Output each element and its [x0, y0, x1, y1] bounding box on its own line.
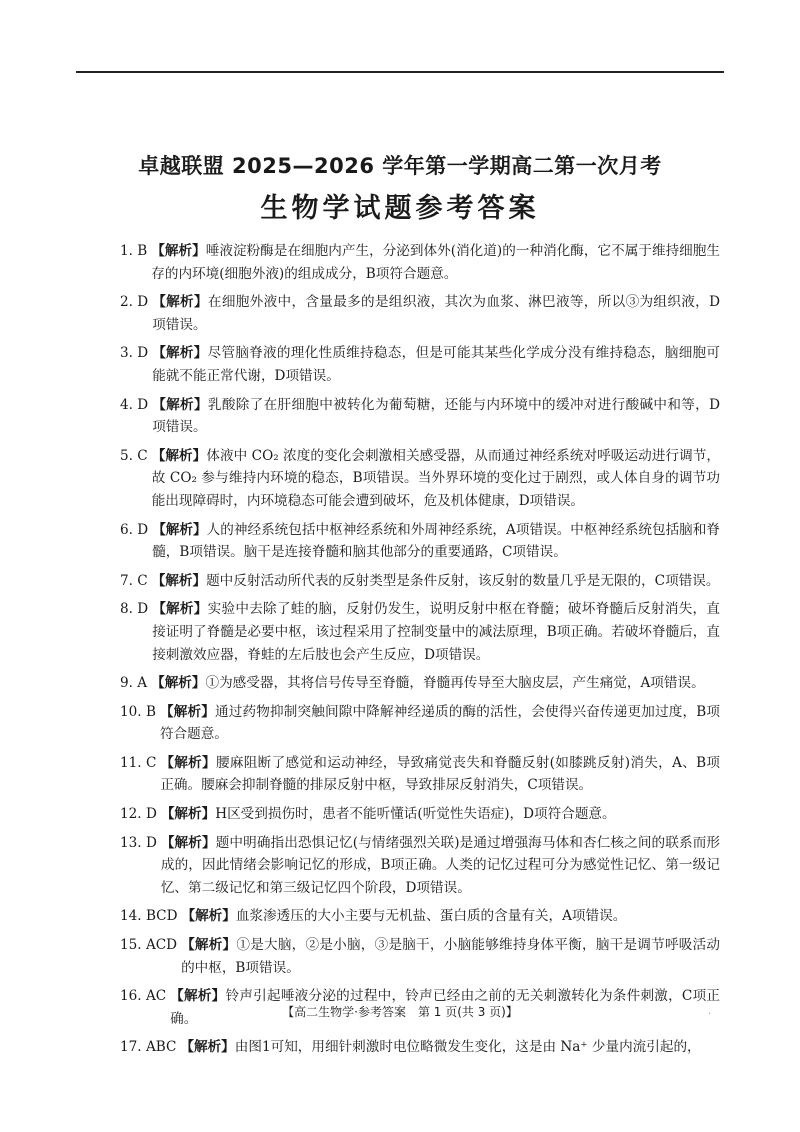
answer-text: 乳酸除了在肝细胞中被转化为葡萄糖，还能与内环境中的缓冲对进行酸碱中和等，D项错误。 — [152, 396, 721, 436]
answer-explanation — [152, 291, 720, 336]
answer-explanation — [152, 394, 720, 439]
answer-text: 题中反射活动所代表的反射类型是条件反射，该反射的数量几乎是无限的，C项错误。 — [206, 572, 720, 589]
answer-explanation — [151, 240, 720, 285]
analysis-tag: 【解析】 — [181, 908, 236, 925]
answer-number: 3. D — [120, 345, 149, 362]
answer-number: 6. D — [120, 521, 149, 538]
answer-explanation — [152, 519, 720, 564]
answer-explanation — [152, 342, 720, 387]
analysis-tag: 【解析】 — [160, 754, 216, 771]
answer-number: 9. A — [120, 675, 148, 692]
answer-item-11 — [120, 752, 720, 797]
page-footer: 【高二生物学·参考答案 第 1 页(共 3 页)】 — [282, 1005, 518, 1019]
analysis-tag: 【解析】 — [151, 447, 207, 464]
answer-number: 8. D — [120, 601, 149, 618]
answer-text: 通过药物抑制突触间隙中降解神经递质的酶的活性，会使得兴奋传递更加过度，B项符合题意。 — [159, 703, 720, 743]
answer-explanation — [160, 752, 720, 797]
analysis-tag: 【解析】 — [152, 345, 208, 362]
answer-number: 12. D — [120, 806, 157, 823]
analysis-tag: 【解析】 — [170, 988, 226, 1005]
answer-item-6 — [120, 519, 720, 564]
analysis-tag: 【解析】 — [152, 294, 208, 311]
answer-number: 13. D — [120, 834, 157, 851]
answer-explanation — [161, 803, 720, 826]
analysis-tag: 【解析】 — [160, 806, 216, 823]
answer-item-12 — [120, 803, 720, 826]
answer-item-3 — [120, 342, 720, 387]
answer-item-13 — [120, 832, 720, 900]
footer-mark: . — [708, 1006, 712, 1017]
answer-text: 血浆渗透压的大小主要与无机盐、蛋白质的含量有关，A项错误。 — [235, 908, 627, 925]
answer-item-15 — [120, 934, 720, 979]
answer-text: 铃声引起唾液分泌的过程中，铃声已经由之前的无关刺激转化为条件刺激，C项正确。 — [170, 988, 720, 1027]
answer-text: 在细胞外液中，含量最多的是组织液，其次为血浆、淋巴液等，所以③为组织液，D项错误。 — [152, 294, 721, 333]
answer-number: 7. C — [120, 572, 148, 589]
answer-number: 11. C — [120, 754, 157, 771]
answer-explanation — [181, 934, 720, 979]
answer-text: 腰麻阻断了感觉和运动神经，导致痛觉丧失和脊髓反射(如膝跳反射)消失，A、B项正确。腰麻会抑制脊髓的排尿反射中枢，导致排尿反射消失，C项错误。 — [160, 754, 721, 794]
document-title: 卓越联盟 2025—2026 学年第一学期高二第一次月考 — [138, 154, 662, 178]
answer-text: ①是大脑，②是小脑，③是脑干，小脑能够维持身体平衡，脑干是调节呼吸活动的中枢，B项错误。 — [181, 937, 721, 976]
answer-explanation — [160, 701, 720, 746]
answer-item-10 — [120, 701, 720, 746]
analysis-tag: 【解析】 — [152, 396, 208, 413]
answer-item-1 — [120, 240, 720, 285]
answer-explanation — [181, 905, 720, 928]
answer-item-4 — [120, 394, 720, 439]
answer-number: 16. AC — [120, 988, 167, 1005]
answer-item-9 — [120, 672, 720, 695]
answer-item-14 — [120, 905, 720, 928]
answer-number: 17. ABC — [120, 1039, 177, 1056]
answer-explanation — [151, 672, 720, 695]
analysis-tag: 【解析】 — [151, 572, 207, 589]
answer-number: 14. BCD — [120, 908, 178, 925]
answer-number: 10. B — [120, 703, 156, 720]
analysis-tag: 【解析】 — [151, 675, 206, 692]
answer-number: 4. D — [120, 396, 149, 413]
analysis-tag: 【解析】 — [181, 937, 237, 954]
answer-item-17 — [120, 1036, 720, 1059]
analysis-tag: 【解析】 — [180, 1039, 235, 1056]
answer-text: 尽管脑脊液的理化性质维持稳态，但是可能其某些化学成分没有维持稳态，脑细胞可能就不能正常代谢，D项错误。 — [152, 345, 720, 384]
answer-explanation — [152, 598, 720, 666]
answer-item-2 — [120, 291, 720, 336]
analysis-tag: 【解析】 — [152, 601, 208, 618]
answer-explanation — [152, 570, 720, 593]
answer-text: 唾液淀粉酶是在细胞内产生，分泌到体外(消化道)的一种消化酶，它不属于维持细胞生存的内环境(细胞外液)的组成成分，B项符合题意。 — [151, 243, 720, 282]
answer-explanation — [161, 832, 720, 900]
answer-number: 5. C — [120, 447, 148, 464]
answer-text: H区受到损伤时，患者不能听懂话(听觉性失语症)，D项符合题意。 — [215, 806, 616, 823]
header-rule — [76, 71, 724, 73]
answer-list — [120, 240, 720, 1065]
answer-explanation — [180, 1036, 720, 1059]
analysis-tag: 【解析】 — [151, 243, 206, 259]
analysis-tag: 【解析】 — [152, 521, 207, 538]
document-subtitle: 生物学试题参考答案 — [260, 193, 540, 224]
answer-text: 由图1可知，用细针刺激时电位略微发生变化，这是由 Na⁺ 少量内流引起的， — [234, 1039, 701, 1056]
analysis-tag: 【解析】 — [160, 834, 216, 851]
answer-explanation — [152, 445, 720, 513]
answer-text: 题中明确指出恐惧记忆(与情绪强烈关联)是通过增强海马体和杏仁核之间的联系而形成的，因此情绪会影响记忆的形成，B项正确。人类的记忆过程可分为感觉性记忆、第一级记忆、第二级记忆和第三级记忆四个阶段，D项错误。 — [160, 834, 720, 896]
answer-number: 15. ACD — [120, 937, 178, 954]
analysis-tag: 【解析】 — [159, 703, 215, 720]
answer-text: 体液中 CO₂ 浓度的变化会刺激相关感受器，从而通过神经系统对呼吸运动进行调节，故 CO₂ 参与维持内环境的稳态，B项错误。当外界环境的变化过于剧烈，或人体自身的调节功能出现障碍时，内环境稳态可能会遭到破坏，危及机体健康，D项错误。 — [151, 447, 720, 509]
answer-text: 实验中去除了蛙的脑，反射仍发生，说明反射中枢在脊髓；破坏脊髓后反射消失，直接证明了脊髓是必要中枢，该过程采用了控制变量中的减法原理，B项正确。若破坏脊髓后，直接刺激效应器，脊蛙的左后肢也会产生反应，D项错误。 — [152, 601, 720, 663]
answer-item-8 — [120, 598, 720, 666]
answer-item-7 — [120, 570, 720, 593]
answer-text: ①为感受器，其将信号传导至脊髓，脊髓再传导至大脑皮层，产生痛觉，A项错误。 — [205, 675, 705, 692]
answer-text: 人的神经系统包括中枢神经系统和外周神经系统，A项错误。中枢神经系统包括脑和脊髓，B项错误。脑干是连接脊髓和脑其他部分的重要通路，C项错误。 — [152, 521, 720, 561]
answer-item-5 — [120, 445, 720, 513]
answer-number: 2. D — [120, 294, 149, 311]
answer-number: 1. B — [120, 243, 148, 259]
